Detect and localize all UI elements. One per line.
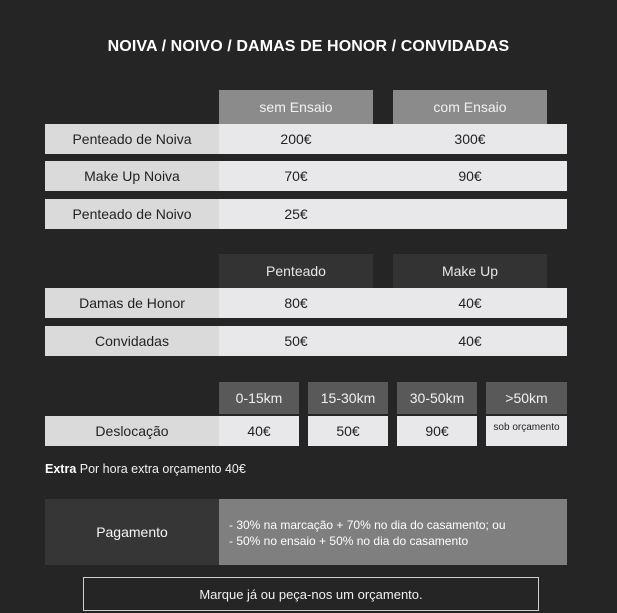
- price-cell-on-request: sob orçamento: [486, 416, 567, 446]
- header-penteado: Penteado: [219, 254, 373, 288]
- row-label-damas-de-honor: Damas de Honor: [45, 288, 219, 318]
- row-label-convidadas: Convidadas: [45, 326, 219, 356]
- payment-terms: [219, 499, 567, 565]
- header-sem-ensaio: sem Ensaio: [219, 90, 373, 124]
- extra-text: Por hora extra orçamento 40€: [76, 462, 246, 476]
- price-cell: 300€: [373, 124, 567, 154]
- price-cell: 70€: [219, 161, 373, 191]
- row-label-make-up-noiva: Make Up Noiva: [45, 161, 219, 191]
- price-cell-empty: [373, 199, 567, 229]
- payment-line: - 30% na marcação + 70% no dia do casamento; ou: [229, 518, 506, 532]
- payment-label: Pagamento: [45, 499, 219, 565]
- extra-note: [45, 462, 246, 476]
- price-cell: 200€: [219, 124, 373, 154]
- price-cell: 90€: [397, 416, 477, 446]
- row-label-penteado-noivo: Penteado de Noivo: [45, 199, 219, 229]
- price-cell: 50€: [219, 326, 373, 356]
- row-label-penteado-noiva: Penteado de Noiva: [45, 124, 219, 154]
- payment-line: - 50% no ensaio + 50% no dia do casamento: [229, 534, 469, 548]
- header-make-up: Make Up: [393, 254, 547, 288]
- price-cell: 50€: [308, 416, 388, 446]
- price-cell: 80€: [219, 288, 373, 318]
- header-distance-0-15: 0-15km: [219, 382, 299, 414]
- page-title: NOIVA / NOIVO / DAMAS DE HONOR / CONVIDADAS: [107, 38, 510, 55]
- header-distance-50-plus: >50km: [486, 382, 567, 414]
- header-distance-15-30: 15-30km: [308, 382, 388, 414]
- price-cell: 40€: [373, 326, 567, 356]
- price-cell: 25€: [219, 199, 373, 229]
- header-com-ensaio: com Ensaio: [393, 90, 547, 124]
- header-distance-30-50: 30-50km: [397, 382, 477, 414]
- price-cell: 40€: [219, 416, 299, 446]
- booking-cta-button[interactable]: Marque já ou peça-nos um orçamento.: [83, 577, 539, 611]
- price-cell: 40€: [373, 288, 567, 318]
- price-cell: 90€: [373, 161, 567, 191]
- extra-label: Extra: [45, 462, 77, 476]
- row-label-deslocacao: Deslocação: [45, 416, 219, 446]
